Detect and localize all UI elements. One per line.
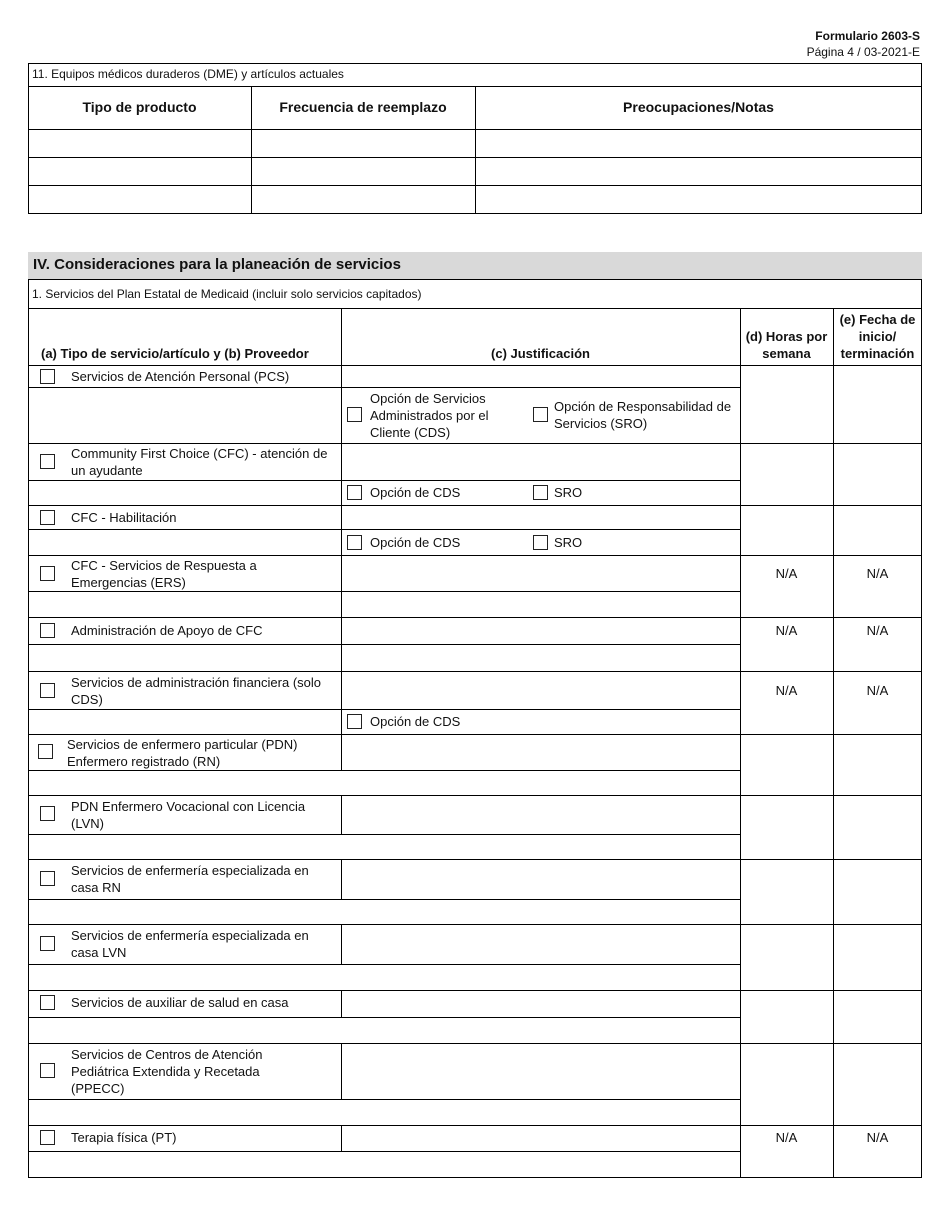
cfc-hab-sro-checkbox[interactable]: [533, 535, 548, 550]
cfc-hab-label: CFC - Habilitación: [71, 510, 177, 525]
pt-checkbox[interactable]: [40, 1130, 55, 1145]
cfc-attendant-sro-label: SRO: [554, 485, 583, 500]
cfc-hab-checkbox[interactable]: [40, 510, 55, 525]
dme-col-replacement-frequency: Frecuencia de reemplazo: [279, 99, 447, 115]
section-iv-heading: [28, 252, 922, 279]
pdn-lvn-checkbox[interactable]: [40, 806, 55, 821]
form-header: [807, 28, 920, 60]
services-subtitle: 1. Servicios del Plan Estatal de Medicaid (incluir solo servicios capitados): [32, 287, 422, 301]
cfc-attendant-cds-checkbox[interactable]: [347, 485, 362, 500]
cfc-attendant-sro-checkbox[interactable]: [533, 485, 548, 500]
snhc-lvn-checkbox[interactable]: [40, 936, 55, 951]
cfc-hab-cds-label: Opción de CDS: [370, 535, 461, 550]
cfc-attendant-label: Community First Choice (CFC) - atención de un ayudante: [71, 446, 328, 478]
fms-cds-checkbox[interactable]: [347, 714, 362, 729]
ppecc-checkbox[interactable]: [40, 1063, 55, 1078]
pcs-label: Servicios de Atención Personal (PCS): [71, 369, 290, 384]
col-e-header: (e) Fecha de inicio/ terminación: [839, 312, 916, 361]
dme-col-product-type: Tipo de producto: [82, 99, 197, 115]
cfc-ers-label: CFC - Servicios de Respuesta a Emergencias (ERS): [71, 558, 257, 590]
page-number: Página 4 / 03-2021-E: [806, 45, 920, 59]
cfc-attendant-checkbox[interactable]: [40, 454, 55, 469]
fms-label: Servicios de administración financiera (solo CDS): [71, 675, 322, 707]
fms-checkbox[interactable]: [40, 683, 55, 698]
pcs-checkbox[interactable]: [40, 369, 55, 384]
pcs-sro-label: Opción de Responsabilidad de Servicios (SRO): [554, 399, 732, 431]
pt-hours-na: N/A: [775, 1130, 798, 1145]
pdn-rn-label: Servicios de enfermero particular (PDN) Enfermero registrado (RN): [67, 737, 298, 769]
fms-cds-label: Opción de CDS: [370, 714, 461, 729]
col-d-header: (d) Horas por semana: [745, 329, 828, 361]
pcs-cds-checkbox[interactable]: [347, 407, 362, 422]
col-a-header: (a) Tipo de servicio/artículo y (b) Proveedor: [41, 346, 309, 361]
ppecc-label: Servicios de Centros de Atención Pediátrica Extendida y Recetada (PPECC): [71, 1047, 263, 1096]
pcs-cds-label: Opción de Servicios Administrados por el Cliente (CDS): [370, 391, 489, 440]
home-aide-checkbox[interactable]: [40, 995, 55, 1010]
home-aide-label: Servicios de auxiliar de salud en casa: [71, 995, 289, 1010]
snhc-rn-label: Servicios de enfermería especializada en casa RN: [71, 863, 309, 895]
pcs-sro-checkbox[interactable]: [533, 407, 548, 422]
cfc-support-hours-na: N/A: [775, 623, 798, 638]
fms-hours-na: N/A: [775, 683, 798, 698]
cfc-hab-sro-label: SRO: [554, 535, 583, 550]
cfc-ers-date-na: N/A: [866, 566, 889, 581]
pdn-rn-checkbox[interactable]: [38, 744, 53, 759]
cfc-support-label: Administración de Apoyo de CFC: [71, 623, 263, 638]
dme-title: 11. Equipos médicos duraderos (DME) y artículos actuales: [32, 67, 344, 81]
col-c-header: (c) Justificación: [491, 346, 590, 361]
cfc-ers-checkbox[interactable]: [40, 566, 55, 581]
fms-date-na: N/A: [866, 683, 889, 698]
pt-date-na: N/A: [866, 1130, 889, 1145]
cfc-support-checkbox[interactable]: [40, 623, 55, 638]
cfc-attendant-cds-label: Opción de CDS: [370, 485, 461, 500]
section-iv-title: IV. Consideraciones para la planeación de servicios: [33, 256, 401, 273]
pdn-lvn-label: PDN Enfermero Vocacional con Licencia (LVN): [71, 799, 306, 831]
cfc-hab-cds-checkbox[interactable]: [347, 535, 362, 550]
cfc-support-date-na: N/A: [866, 623, 889, 638]
cfc-ers-hours-na: N/A: [775, 566, 798, 581]
dme-col-concerns-notes: Preocupaciones/Notas: [623, 99, 774, 115]
form-number: Formulario 2603-S: [815, 29, 920, 43]
snhc-lvn-label: Servicios de enfermería especializada en casa LVN: [71, 928, 309, 960]
pt-label: Terapia física (PT): [71, 1130, 177, 1145]
snhc-rn-checkbox[interactable]: [40, 871, 55, 886]
